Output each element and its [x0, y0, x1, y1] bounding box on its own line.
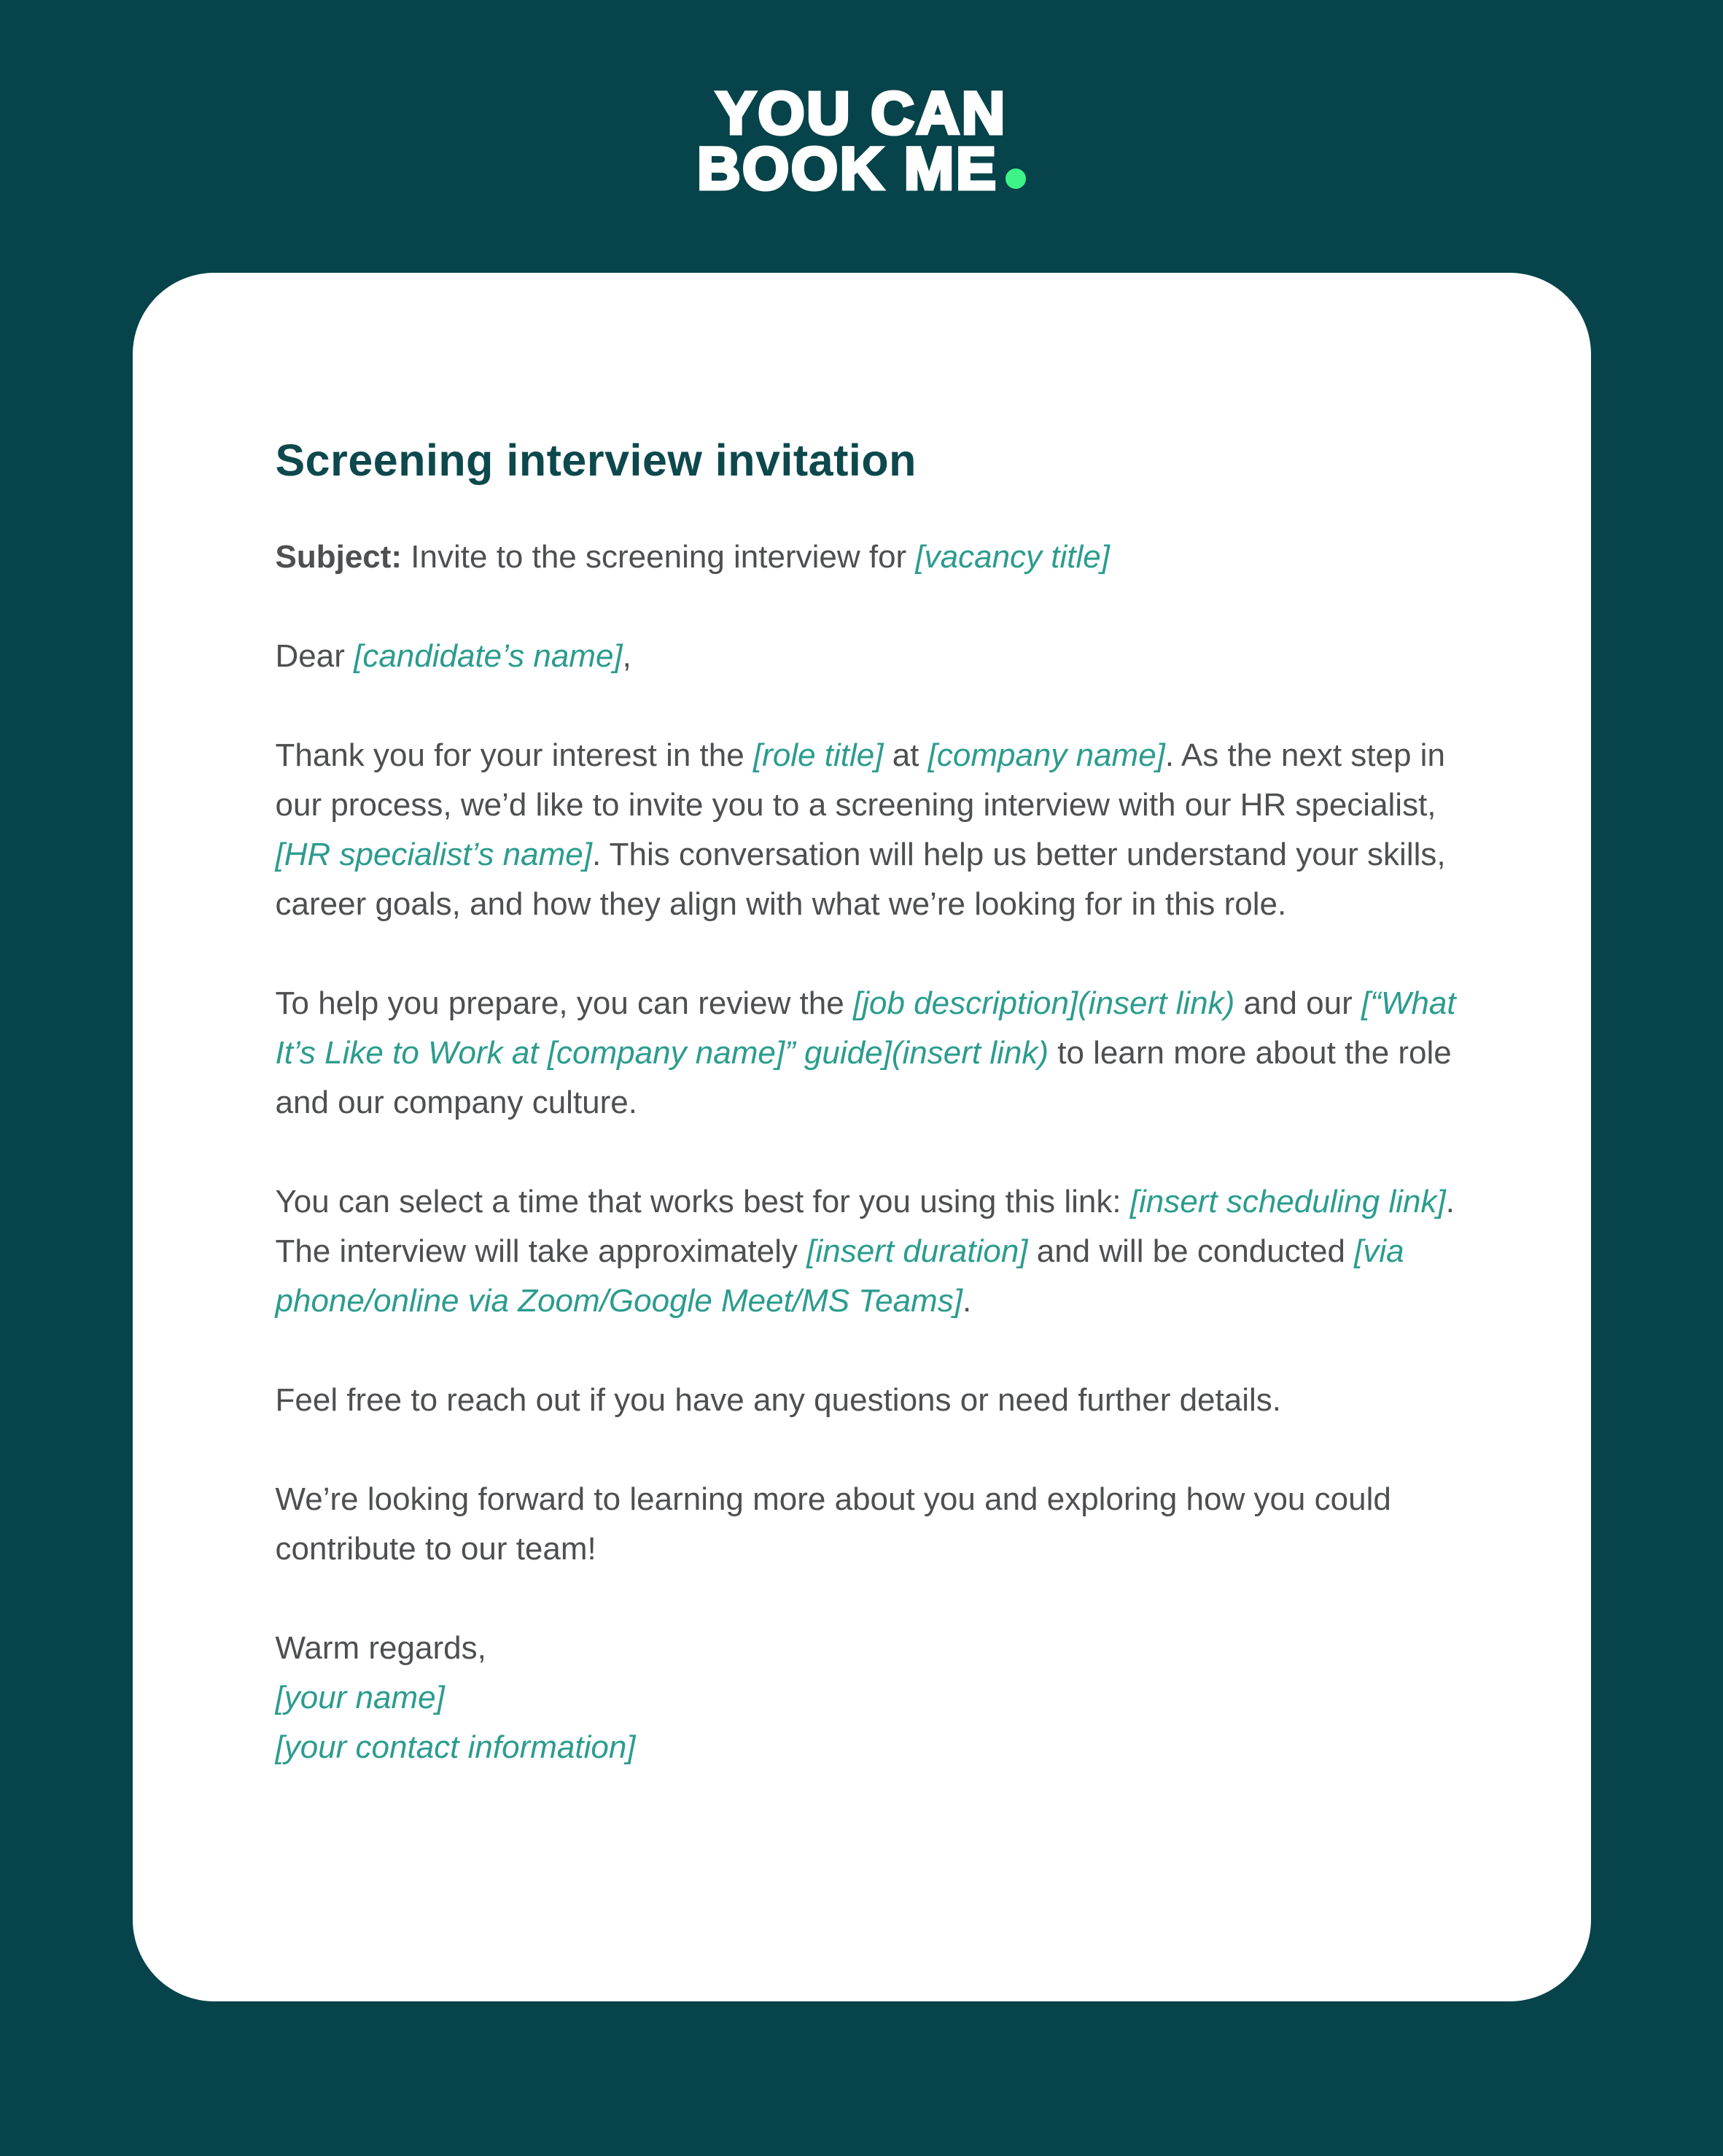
logo-line-1: YOU CAN	[715, 80, 1008, 147]
text-segment: Subject:	[275, 539, 402, 575]
logo-line-2-wrap	[0, 136, 1723, 202]
logo-line-2: BOOK ME	[697, 136, 998, 202]
brand-logo	[0, 0, 1723, 202]
letter-card	[133, 273, 1591, 2001]
text-segment: at	[883, 737, 928, 773]
placeholder-text: [role title]	[752, 737, 884, 773]
text-segment: Warm regards,	[275, 1630, 486, 1666]
text-segment: . This conversation will help us better understand your skills, career goals, and how they align with what we’re looking for in this role.	[275, 837, 1446, 922]
text-segment: .	[962, 1283, 972, 1319]
placeholder-text: [job description](insert link)	[852, 985, 1235, 1021]
text-segment: Dear	[275, 638, 354, 674]
placeholder-text: [“What It’s Like to Work at [company name]” guide](insert link)	[275, 985, 1456, 1071]
text-segment: Thank you for your interest in the	[275, 737, 753, 773]
text-segment: We’re looking forward to learning more about you and exploring how you could contribute to our team!	[275, 1481, 1391, 1567]
page-title: Screening interview invitation	[275, 435, 917, 485]
paragraph	[276, 979, 1469, 1128]
paragraph	[276, 731, 1469, 929]
text-segment: . As the next step in our process, we’d like to invite you to a screening interview with our HR specialist,	[275, 737, 1445, 823]
text-segment: and will be conducted	[1027, 1233, 1355, 1269]
placeholder-text: [your contact information]	[275, 1729, 636, 1765]
text-segment: Feel free to reach out if you have any questions or need further details.	[275, 1382, 1281, 1418]
text-segment: You can select a time that works best for you using this link:	[275, 1184, 1130, 1219]
text-segment: . The interview will take approximately	[275, 1184, 1455, 1269]
green-dot-icon	[1006, 168, 1026, 189]
paragraph	[276, 632, 1469, 681]
paragraph	[276, 1177, 1469, 1326]
placeholder-text: [vacancy title]	[915, 539, 1110, 575]
placeholder-text: [your name]	[275, 1680, 445, 1715]
letter-body	[276, 532, 1469, 1772]
paragraph	[276, 1376, 1469, 1425]
paragraph	[276, 1624, 1469, 1673]
paragraph	[276, 1673, 1469, 1723]
paragraph	[276, 1475, 1469, 1574]
placeholder-text: [insert duration]	[806, 1233, 1028, 1269]
text-segment: and our	[1234, 985, 1361, 1021]
paragraph	[276, 1723, 1469, 1772]
placeholder-text: [candidate’s name]	[354, 638, 623, 674]
text-segment: ,	[622, 638, 631, 674]
text-segment: Invite to the screening interview for	[402, 539, 916, 575]
placeholder-text: [insert scheduling link]	[1129, 1184, 1446, 1219]
text-segment: To help you prepare, you can review the	[275, 985, 853, 1021]
placeholder-text: [via phone/online via Zoom/Google Meet/MS Teams]	[275, 1233, 1404, 1319]
placeholder-text: [HR specialist’s name]	[275, 837, 592, 872]
paragraph	[276, 532, 1469, 582]
text-segment: to learn more about the role and our company culture.	[275, 1035, 1452, 1120]
placeholder-text: [company name]	[927, 737, 1165, 773]
